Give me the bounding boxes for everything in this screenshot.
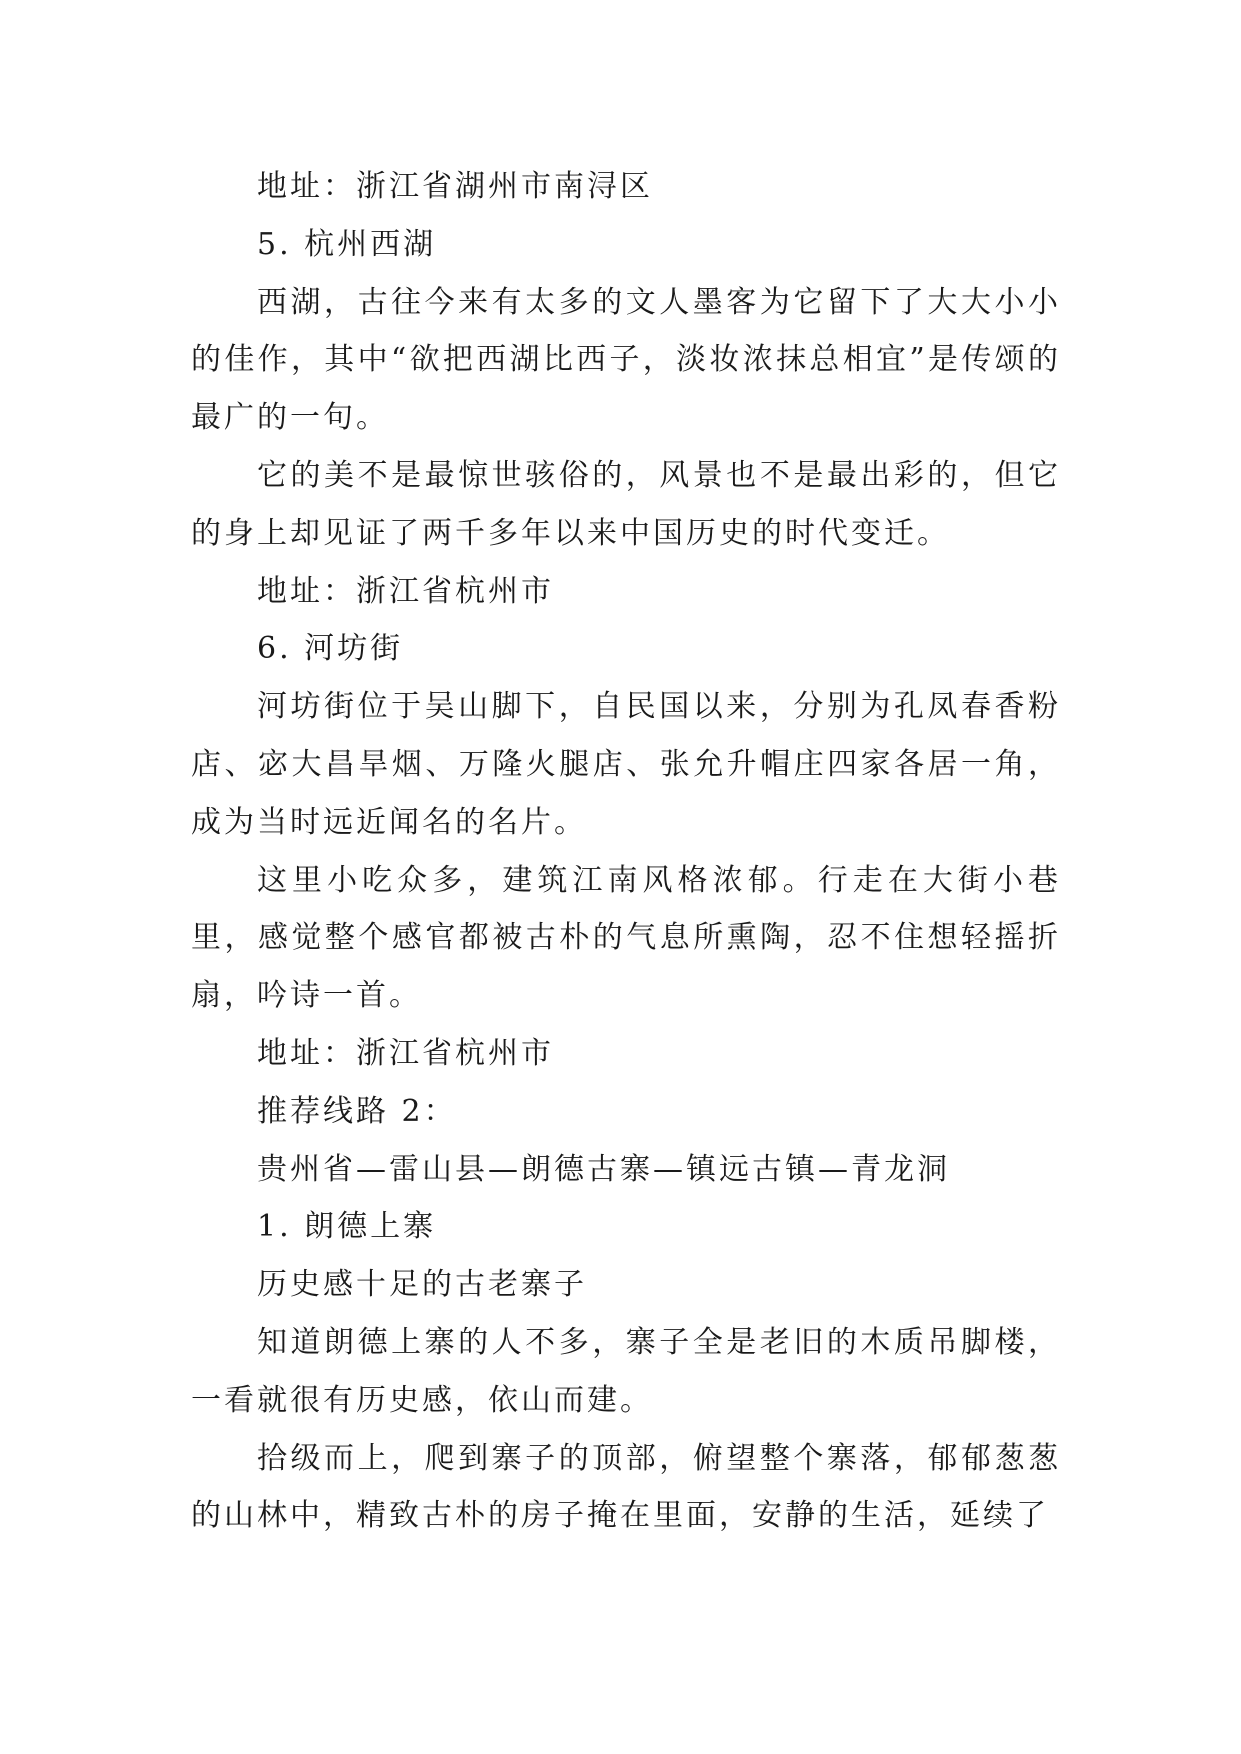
paragraph-address-huzhou: 地址：浙江省湖州市南浔区 xyxy=(257,169,653,204)
paragraph-langde-intro: 知道朗德上寨的人不多，寨子全是老旧的木质吊脚楼，一看就很有历史感，依山而建。 xyxy=(191,1324,1061,1418)
heading-langde-upper-village: 1. 朗德上寨 xyxy=(257,1209,437,1245)
subheading-historic-village: 历史感十足的古老寨子 xyxy=(257,1267,587,1303)
paragraph-hefang-intro: 河坊街位于吴山脚下，自民国以来，分别为孔凤春香粉店、宓大昌旱烟、万隆火腿店、张允升帽庄四家各居一角，成为当时远近闻名的名片。 xyxy=(191,689,1061,840)
paragraph-west-lake-intro: 西湖，古往今来有太多的文人墨客为它留下了大大小小的佳作，其中“欲把西湖比西子，淡妆浓抹总相宜”是传颂的最广的一句。 xyxy=(191,284,1061,436)
heading-hangzhou-west-lake: 5. 杭州西湖 xyxy=(257,226,437,262)
paragraph-address-hangzhou: 地址：浙江省杭州市 xyxy=(257,573,554,609)
paragraph-west-lake-history: 它的美不是最惊世骇俗的，风景也不是最出彩的，但它的身上却见证了两千多年以来中国历史的时代变迁。 xyxy=(191,457,1061,551)
document-body xyxy=(191,158,1061,1545)
heading-hefang-street: 6. 河坊街 xyxy=(257,631,404,667)
paragraph-route-guizhou: 贵州省—雷山县—朗德古寨—镇远古镇—青龙洞 xyxy=(257,1151,950,1187)
heading-recommended-route-2: 推荐线路 2： xyxy=(257,1093,457,1129)
paragraph-hefang-food: 这里小吃众多，建筑江南风格浓郁。行走在大街小巷里，感觉整个感官都被古朴的气息所熏陶，忍不住想轻摇折扇，吟诗一首。 xyxy=(191,862,1061,1014)
paragraph-address-hangzhou-2: 地址：浙江省杭州市 xyxy=(257,1035,554,1071)
paragraph-langde-climb: 拾级而上，爬到寨子的顶部，俯望整个寨落，郁郁葱葱的山林中，精致古朴的房子掩在里面，安静的生活，延续了 xyxy=(191,1440,1061,1534)
